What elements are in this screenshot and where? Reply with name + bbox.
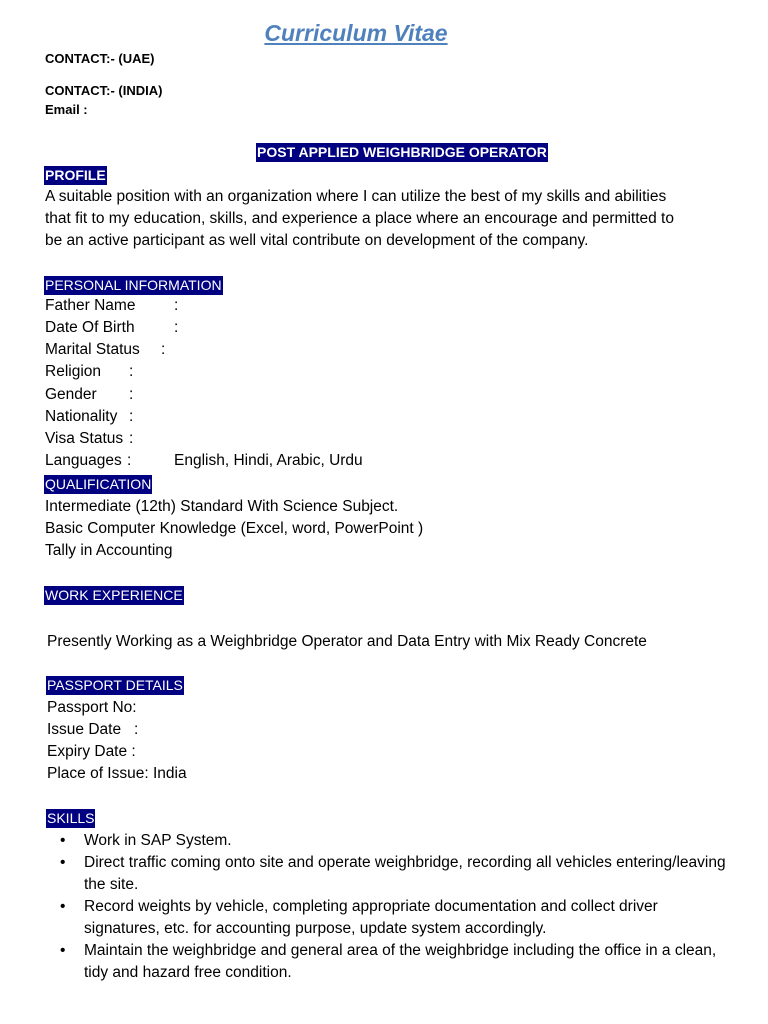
field-separator: : (127, 452, 132, 469)
field-separator: : (129, 363, 134, 380)
bullet-icon: • (60, 942, 66, 959)
skills-list (47, 830, 727, 984)
bullet-icon: • (60, 854, 66, 871)
passport-field: Issue Date : (47, 721, 139, 738)
personal-row-gender (45, 386, 133, 404)
field-separator: : (129, 386, 134, 403)
skill-text: Direct traffic coming onto site and operate weighbridge, recording all vehicles entering/leaving the site. (84, 854, 726, 893)
personal-info-heading: PERSONAL INFORMATION (45, 277, 222, 293)
field-separator: : (129, 430, 134, 447)
passport-field: Passport No: (47, 699, 137, 716)
field-label: Father Name (45, 297, 136, 314)
field-value: English, Hindi, Arabic, Urdu (174, 452, 363, 469)
field-label: Religion (45, 363, 102, 380)
cv-title: Curriculum Vitae (264, 20, 448, 46)
skill-text: Maintain the weighbridge and general area of the weighbridge including the office in a clean, tidy and hazard free condition. (84, 942, 717, 981)
profile-line: A suitable position with an organization where I can utilize the best of my skills and abilities (45, 188, 667, 205)
qualification-item: Intermediate (12th) Standard With Science Subject. (45, 498, 399, 515)
profile-line: that fit to my education, skills, and experience a place where an encourage and permitted to (45, 210, 674, 227)
field-separator: : (129, 408, 134, 425)
field-label: Visa Status (45, 430, 124, 447)
field-label: Gender (45, 386, 97, 403)
personal-row-marital-status (45, 341, 165, 359)
passport-field: Place of Issue: India (47, 765, 187, 782)
qualification-item: Basic Computer Knowledge (Excel, word, PowerPoint ) (45, 520, 424, 537)
passport-details-list (47, 697, 187, 785)
field-separator: : (161, 341, 166, 358)
personal-row-father-name (45, 297, 178, 315)
bullet-icon: • (60, 898, 66, 915)
field-label: Marital Status (45, 341, 140, 358)
personal-row-languages (45, 452, 363, 470)
skill-item (47, 852, 727, 896)
passport-details-heading: PASSPORT DETAILS (47, 677, 183, 693)
post-applied-heading: POST APPLIED WEIGHBRIDGE OPERATOR (257, 144, 547, 160)
qualification-heading: QUALIFICATION (45, 476, 152, 492)
contact-india: CONTACT:- (INDIA) (45, 83, 163, 98)
skills-heading: SKILLS (47, 810, 95, 826)
profile-heading: PROFILE (45, 167, 106, 183)
skill-item (47, 830, 727, 852)
personal-row-religion (45, 363, 133, 381)
skill-item (47, 896, 727, 940)
bullet-icon: • (60, 832, 66, 849)
contact-uae: CONTACT:- (UAE) (45, 51, 155, 66)
work-experience-text: Presently Working as a Weighbridge Operator and Data Entry with Mix Ready Concrete (47, 633, 647, 650)
field-label: Languages (45, 452, 122, 469)
personal-row-dob (45, 319, 178, 337)
email-label: Email : (45, 102, 88, 117)
personal-row-nationality (45, 408, 133, 426)
profile-text (45, 186, 674, 252)
field-separator: : (174, 319, 179, 336)
qualification-list (45, 496, 423, 562)
field-separator: : (174, 297, 179, 314)
skill-text: Record weights by vehicle, completing appropriate documentation and collect driver signatures, etc. for accounting purpose, update system accordingly. (84, 898, 658, 937)
field-label: Nationality (45, 408, 118, 425)
qualification-item: Tally in Accounting (45, 542, 173, 559)
work-experience-heading: WORK EXPERIENCE (45, 587, 183, 603)
passport-field: Expiry Date : (47, 743, 136, 760)
profile-line: be an active participant as well vital contribute on development of the company. (45, 232, 589, 249)
skill-item (47, 940, 727, 984)
personal-row-visa-status (45, 430, 133, 448)
skill-text: Work in SAP System. (84, 832, 232, 849)
field-label: Date Of Birth (45, 319, 135, 336)
